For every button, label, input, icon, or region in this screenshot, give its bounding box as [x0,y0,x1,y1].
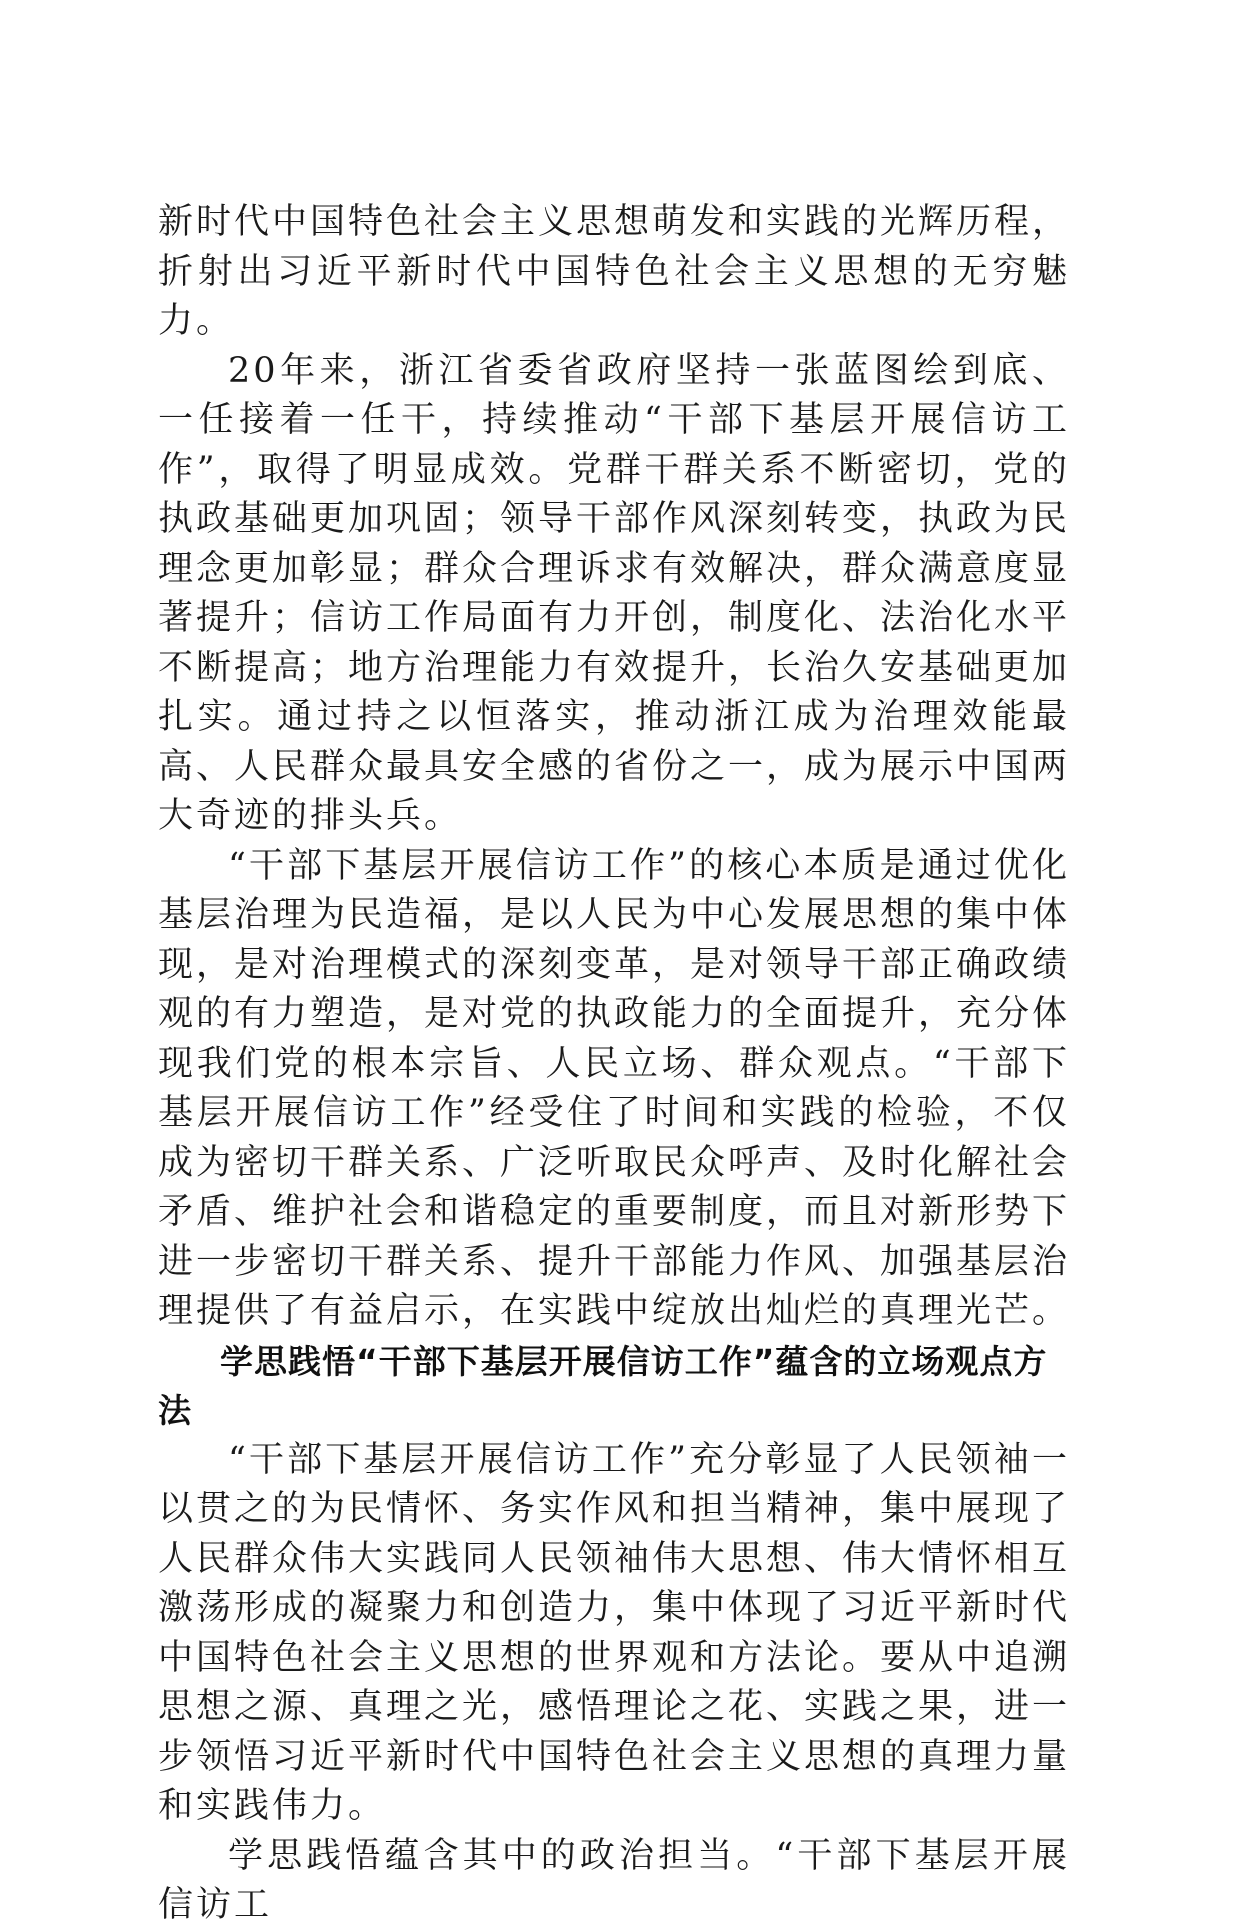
paragraph-core-essence: “干部下基层开展信访工作”的核心本质是通过优化基层治理为民造福，是以人民为中心发展思想的集中体现，是对治理模式的深刻变革，是对领导干部正确政绩观的有力塑造，是对党的执政能力的全面提升，充分体现我们党的根本宗旨、人民立场、群众观点。“干部下基层开展信访工作”经受住了时间和实践的检验，不仅成为密切干群关系、广泛听取民众呼声、及时化解社会矛盾、维护社会和谐稳定的重要制度，而且对新形势下进一步密切干群关系、提升干部能力作风、加强基层治理提供了有益启示，在实践中绽放出灿烂的真理光芒。 [158,845,1071,1331]
document-page [158,198,1070,1931]
section-heading: 学思践悟“干部下基层开展信访工作”蕴含的立场观点方法 [158,1341,1048,1430]
paragraph-worldview: “干部下基层开展信访工作”充分彰显了人民领袖一以贯之的为民情怀、务实作风和担当精神，集中展现了人民群众伟大实践同人民领袖伟大思想、伟大情怀相互激荡形成的凝聚力和创造力，集中体现了习近平新时代中国特色社会主义思想的世界观和方法论。要从中追溯思想之源、真理之光，感悟理论之花、实践之果，进一步领悟习近平新时代中国特色社会主义思想的真理力量和实践伟力。 [158,1439,1071,1826]
paragraph-achievements: 20年来，浙江省委省政府坚持一张蓝图绘到底、一任接着一任干，持续推动“干部下基层开展信访工作”，取得了明显成效。党群干群关系不断密切，党的执政基础更加巩固；领导干部作风深刻转变，执政为民理念更加彰显；群众合理诉求有效解决，群众满意度显著提升；信访工作局面有力开创，制度化、法治化水平不断提高；地方治理能力有效提升，长治久安基础更加扎实。通过持之以恒落实，推动浙江成为治理效能最高、人民群众最具安全感的省份之一，成为展示中国两大奇迹的排头兵。 [158,350,1071,836]
paragraph-political-responsibility: 学思践悟蕴含其中的政治担当。“干部下基层开展信访工 [158,1835,1070,1925]
paragraph-continuation: 新时代中国特色社会主义思想萌发和实践的光辉历程，折射出习近平新时代中国特色社会主义思想的无穷魅力。 [158,202,1071,341]
